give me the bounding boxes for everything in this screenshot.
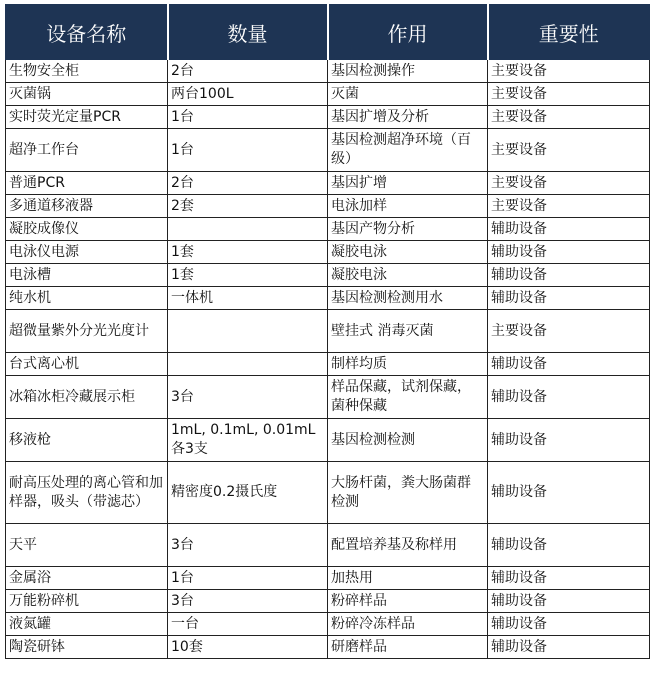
table-row	[6, 376, 650, 419]
header-quantity: 数量	[168, 5, 328, 60]
table-row	[6, 590, 650, 613]
table-row	[6, 567, 650, 590]
cell-name: 灭菌锅	[6, 83, 168, 106]
table-row	[6, 264, 650, 287]
cell-name: 冰箱冰柜冷藏展示柜	[6, 376, 168, 419]
cell-name: 移液枪	[6, 419, 168, 462]
table-header	[6, 5, 650, 60]
table-row	[6, 419, 650, 462]
cell-name: 电泳槽	[6, 264, 168, 287]
cell-name: 生物安全柜	[6, 60, 168, 83]
cell-purpose: 基因检测超净环境（百级）	[328, 129, 488, 172]
cell-purpose: 基因检测检测用水	[328, 287, 488, 310]
table-row	[6, 172, 650, 195]
cell-purpose: 粉碎冷冻样品	[328, 613, 488, 636]
cell-name: 凝胶成像仪	[6, 218, 168, 241]
table-row	[6, 83, 650, 106]
cell-purpose: 基因扩增及分析	[328, 106, 488, 129]
cell-purpose: 研磨样品	[328, 636, 488, 659]
cell-importance: 辅助设备	[488, 462, 650, 524]
cell-importance: 辅助设备	[488, 241, 650, 264]
table-row	[6, 524, 650, 567]
cell-quantity: 10套	[168, 636, 328, 659]
cell-importance: 主要设备	[488, 195, 650, 218]
cell-quantity: 2台	[168, 60, 328, 83]
cell-importance: 辅助设备	[488, 264, 650, 287]
cell-purpose: 大肠杆菌，粪大肠菌群检测	[328, 462, 488, 524]
cell-name: 陶瓷研钵	[6, 636, 168, 659]
cell-purpose: 凝胶电泳	[328, 264, 488, 287]
table-row	[6, 129, 650, 172]
cell-quantity: 1mL, 0.1mL, 0.01mL各3支	[168, 419, 328, 462]
cell-name: 耐高压处理的离心管和加样器，吸头（带滤芯）	[6, 462, 168, 524]
cell-name: 纯水机	[6, 287, 168, 310]
cell-purpose: 壁挂式 消毒灭菌	[328, 310, 488, 353]
cell-purpose: 制样均质	[328, 353, 488, 376]
cell-importance: 辅助设备	[488, 287, 650, 310]
cell-purpose: 配置培养基及称样用	[328, 524, 488, 567]
cell-purpose: 基因扩增	[328, 172, 488, 195]
cell-name: 台式离心机	[6, 353, 168, 376]
cell-importance: 辅助设备	[488, 567, 650, 590]
cell-quantity: 2台	[168, 172, 328, 195]
cell-name: 超微量紫外分光光度计	[6, 310, 168, 353]
cell-quantity: 精密度0.2摄氏度	[168, 462, 328, 524]
cell-quantity	[168, 218, 328, 241]
cell-importance: 主要设备	[488, 172, 650, 195]
header-name: 设备名称	[6, 5, 168, 60]
cell-name: 实时荧光定量PCR	[6, 106, 168, 129]
cell-name: 万能粉碎机	[6, 590, 168, 613]
equipment-table	[5, 4, 650, 659]
cell-quantity: 1台	[168, 129, 328, 172]
cell-importance: 主要设备	[488, 60, 650, 83]
cell-importance: 主要设备	[488, 83, 650, 106]
cell-name: 电泳仪电源	[6, 241, 168, 264]
cell-purpose: 粉碎样品	[328, 590, 488, 613]
cell-quantity: 一体机	[168, 287, 328, 310]
cell-purpose: 基因检测检测	[328, 419, 488, 462]
cell-name: 普通PCR	[6, 172, 168, 195]
cell-importance: 辅助设备	[488, 613, 650, 636]
cell-purpose: 凝胶电泳	[328, 241, 488, 264]
cell-purpose: 基因产物分析	[328, 218, 488, 241]
cell-name: 天平	[6, 524, 168, 567]
cell-purpose: 电泳加样	[328, 195, 488, 218]
cell-quantity: 两台100L	[168, 83, 328, 106]
table-row	[6, 462, 650, 524]
table-row	[6, 636, 650, 659]
cell-name: 金属浴	[6, 567, 168, 590]
cell-quantity: 1套	[168, 241, 328, 264]
cell-quantity: 2套	[168, 195, 328, 218]
cell-quantity: 一台	[168, 613, 328, 636]
cell-importance: 辅助设备	[488, 353, 650, 376]
table-row	[6, 218, 650, 241]
cell-importance: 辅助设备	[488, 419, 650, 462]
table-row	[6, 287, 650, 310]
cell-purpose: 样品保藏，试剂保藏，菌种保藏	[328, 376, 488, 419]
table-row	[6, 195, 650, 218]
cell-name: 液氮罐	[6, 613, 168, 636]
cell-purpose: 加热用	[328, 567, 488, 590]
table-row	[6, 60, 650, 83]
table-row	[6, 353, 650, 376]
header-purpose: 作用	[328, 5, 488, 60]
cell-importance: 主要设备	[488, 129, 650, 172]
cell-quantity	[168, 353, 328, 376]
cell-quantity: 1台	[168, 567, 328, 590]
cell-quantity	[168, 310, 328, 353]
header-importance: 重要性	[488, 5, 650, 60]
cell-importance: 辅助设备	[488, 636, 650, 659]
cell-name: 超净工作台	[6, 129, 168, 172]
cell-purpose: 灭菌	[328, 83, 488, 106]
cell-name: 多通道移液器	[6, 195, 168, 218]
table-row	[6, 106, 650, 129]
cell-quantity: 3台	[168, 590, 328, 613]
cell-quantity: 1套	[168, 264, 328, 287]
cell-quantity: 3台	[168, 376, 328, 419]
cell-quantity: 3台	[168, 524, 328, 567]
cell-importance: 辅助设备	[488, 218, 650, 241]
table-row	[6, 241, 650, 264]
cell-importance: 辅助设备	[488, 590, 650, 613]
table-row	[6, 613, 650, 636]
cell-importance: 主要设备	[488, 106, 650, 129]
cell-importance: 辅助设备	[488, 524, 650, 567]
cell-importance: 辅助设备	[488, 376, 650, 419]
cell-purpose: 基因检测操作	[328, 60, 488, 83]
table-row	[6, 310, 650, 353]
cell-importance: 主要设备	[488, 310, 650, 353]
cell-quantity: 1台	[168, 106, 328, 129]
